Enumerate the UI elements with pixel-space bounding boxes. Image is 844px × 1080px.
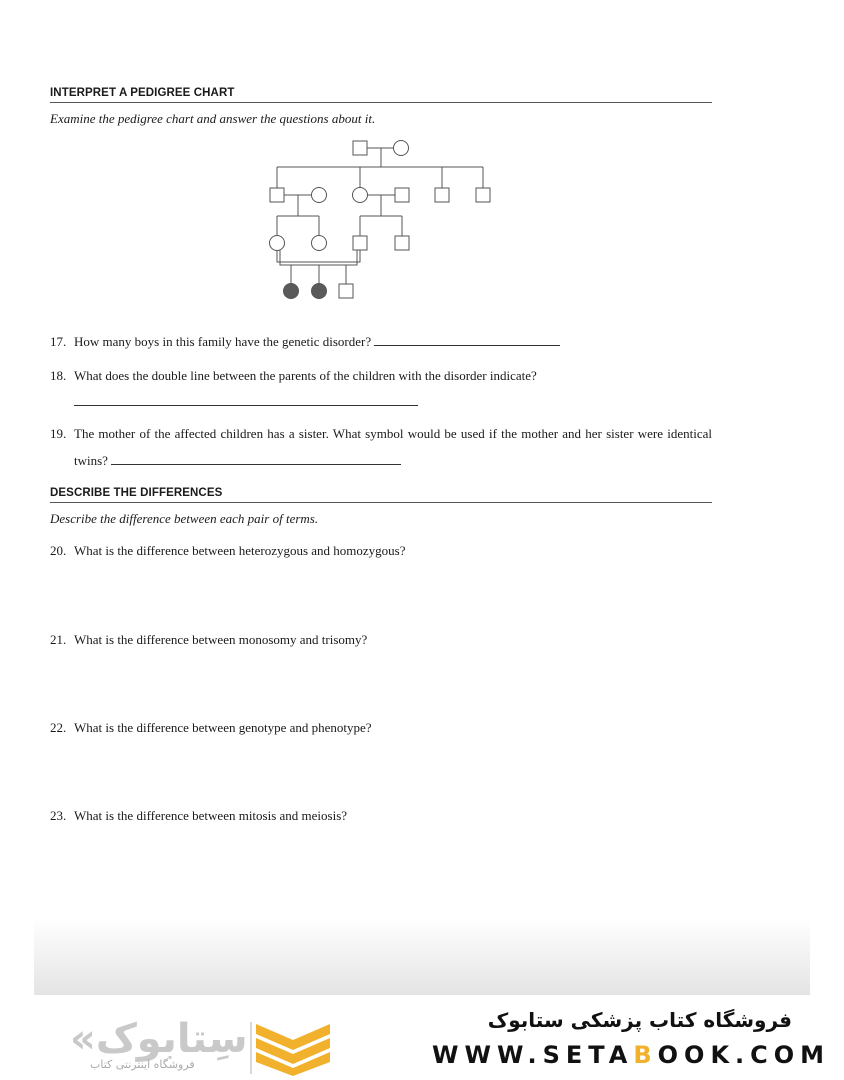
- question-21: [50, 626, 712, 653]
- setabook-logo-subtitle: فروشگاه اینترنتی کتاب: [90, 1058, 195, 1071]
- question-number: 19.: [50, 426, 67, 441]
- female-symbol: [312, 188, 327, 203]
- answer-blank-17[interactable]: [374, 331, 560, 346]
- store-name: فروشگاه کتاب پزشکی ستابوک: [487, 1008, 792, 1032]
- url-part: OOK.COM: [657, 1041, 831, 1069]
- question-text: What does the double line between the parents of the children with the disorder indicate?: [74, 368, 537, 383]
- question-20: [50, 537, 712, 564]
- setabook-logo: «سِتابوک: [70, 1016, 248, 1062]
- section-instruction-differences: Describe the difference between each pair of terms.: [50, 511, 319, 526]
- question-text: How many boys in this family have the genetic disorder?: [74, 334, 372, 349]
- male-symbol: [270, 188, 284, 202]
- female-symbol: [394, 141, 409, 156]
- question-number: 18.: [50, 368, 67, 383]
- question-number: 23.: [50, 808, 67, 823]
- section-heading-differences: DESCRIBE THE DIFFERENCES: [50, 486, 712, 503]
- male-symbol: [476, 188, 490, 202]
- question-text: The mother of the affected children has a sister. What symbol would be used if the mother and her sister were identical twins?: [74, 426, 712, 468]
- question-18: [50, 362, 712, 389]
- female-symbol: [312, 236, 327, 251]
- question-text: What is the difference between genotype and phenotype?: [74, 720, 372, 735]
- female-symbol: [353, 188, 368, 203]
- store-url[interactable]: [432, 1041, 831, 1069]
- question-number: 17.: [50, 334, 67, 349]
- pedigree-chart: [262, 134, 502, 304]
- female-symbol: [270, 236, 285, 251]
- consanguineous-line-inner: [280, 250, 357, 265]
- affected-female-symbol: [284, 284, 299, 299]
- logo-divider: [250, 1022, 252, 1074]
- answer-blank-18[interactable]: [74, 405, 418, 406]
- question-number: 21.: [50, 632, 67, 647]
- male-symbol: [395, 188, 409, 202]
- question-number: 22.: [50, 720, 67, 735]
- consanguineous-line-outer: [277, 250, 360, 262]
- url-part: WWW.SETA: [432, 1041, 634, 1069]
- question-text: What is the difference between monosomy and trisomy?: [74, 632, 368, 647]
- question-text: What is the difference between heterozygous and homozygous?: [74, 543, 406, 558]
- answer-blank-19[interactable]: [111, 450, 401, 465]
- question-22: [50, 714, 712, 741]
- question-number: 20.: [50, 543, 67, 558]
- male-symbol: [435, 188, 449, 202]
- url-highlight: B: [633, 1041, 658, 1069]
- chevron-logo-icon: [256, 1020, 330, 1076]
- male-symbol: [339, 284, 353, 298]
- question-17: [50, 328, 712, 355]
- male-symbol: [353, 141, 367, 155]
- affected-female-symbol: [312, 284, 327, 299]
- question-text: What is the difference between mitosis and meiosis?: [74, 808, 348, 823]
- section-instruction-pedigree: Examine the pedigree chart and answer the questions about it.: [50, 111, 376, 126]
- question-23: [50, 802, 712, 829]
- section-heading-pedigree: INTERPRET A PEDIGREE CHART: [50, 86, 712, 103]
- male-symbol: [353, 236, 367, 250]
- page-bottom-shadow: [34, 918, 810, 995]
- question-19: [50, 420, 712, 474]
- male-symbol: [395, 236, 409, 250]
